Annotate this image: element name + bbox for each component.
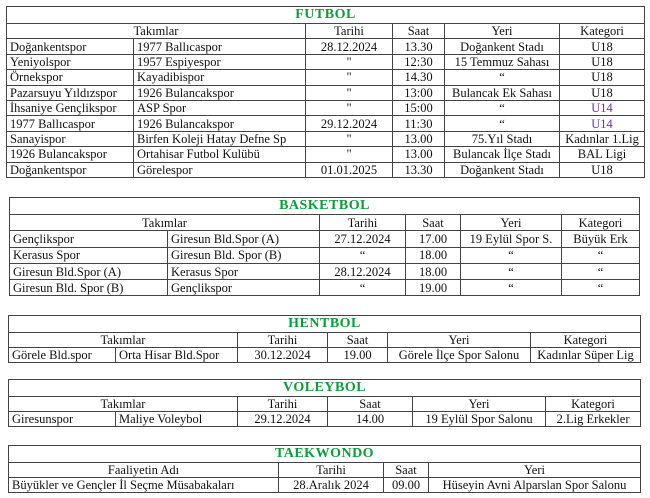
match-place: Bulancak İlçe Stadı <box>445 147 560 162</box>
match-category: Kadınlar Süper Lig <box>531 348 641 363</box>
table-row <box>10 247 640 263</box>
table-row <box>9 412 641 427</box>
futbol-header-teams: Takımlar <box>7 24 306 39</box>
table-row <box>10 280 640 296</box>
match-place: “ <box>445 100 560 115</box>
hentbol-header-category: Kategori <box>531 333 641 348</box>
home-team: Kerasus Spor <box>10 247 168 263</box>
match-category: U18 <box>560 39 645 54</box>
home-team: Sanayispor <box>7 131 134 146</box>
away-team: Gençlikspor <box>168 280 320 296</box>
match-time: 13.30 <box>393 162 445 177</box>
match-time: 17.00 <box>406 231 461 247</box>
home-team: Giresunspor <box>9 412 116 427</box>
basketbol-header-date: Tarihi <box>320 215 406 231</box>
match-date: 28.12.2024 <box>306 39 393 54</box>
match-place: 15 Temmuz Sahası <box>445 54 560 69</box>
match-place: Doğankent Stadı <box>445 162 560 177</box>
match-date: " <box>306 147 393 162</box>
match-category: U14 <box>560 116 645 131</box>
voleybol-header-date: Tarihi <box>238 397 328 412</box>
voleybol-table <box>8 379 641 427</box>
basketbol-header-teams: Takımlar <box>10 215 320 231</box>
basketbol-header-category: Kategori <box>562 215 640 231</box>
match-time: 14.00 <box>328 412 413 427</box>
match-place: Doğankent Stadı <box>445 39 560 54</box>
futbol-header-category: Kategori <box>560 24 645 39</box>
voleybol-header-time: Saat <box>328 397 413 412</box>
home-team: Giresun Bld.Spor (A) <box>10 263 168 279</box>
activity-time: 09.00 <box>384 478 429 493</box>
away-team: Orta Hisar Bld.Spor <box>116 348 238 363</box>
match-place: “ <box>461 247 562 263</box>
match-date: " <box>306 85 393 100</box>
match-time: 14.30 <box>393 70 445 85</box>
home-team: Örnekspor <box>7 70 134 85</box>
match-category: Büyük Erk <box>562 231 640 247</box>
match-category: 2.Lig Erkekler <box>546 412 641 427</box>
hentbol-header-teams: Takımlar <box>9 333 238 348</box>
voleybol-header-row <box>9 397 641 412</box>
match-time: 18.00 <box>406 247 461 263</box>
match-place: 19 Eylül Spor Salonu <box>413 412 546 427</box>
home-team: Gençlikspor <box>10 231 168 247</box>
away-team: 1926 Bulancakspor <box>134 85 306 100</box>
match-place: “ <box>445 116 560 131</box>
basketbol-title: BASKETBOL <box>10 198 640 215</box>
away-team: 1926 Bulancakspor <box>134 116 306 131</box>
match-time: 12:30 <box>393 54 445 69</box>
activity-name: Büyükler ve Gençler İl Seçme Müsabakaları <box>9 478 279 493</box>
match-category: U18 <box>560 162 645 177</box>
match-category: “ <box>562 280 640 296</box>
table-row <box>7 147 645 162</box>
futbol-table <box>6 6 645 178</box>
table-row <box>7 116 645 131</box>
basketbol-header-time: Saat <box>406 215 461 231</box>
table-row <box>7 85 645 100</box>
home-team: 1926 Bulancakspor <box>7 147 134 162</box>
taekwondo-header-date: Tarihi <box>279 463 384 478</box>
match-category: “ <box>562 263 640 279</box>
futbol-title: FUTBOL <box>7 7 645 24</box>
hentbol-header-place: Yeri <box>388 333 531 348</box>
table-row <box>10 263 640 279</box>
match-place: Görele İlçe Spor Salonu <box>388 348 531 363</box>
match-date: 29.12.2024 <box>306 116 393 131</box>
futbol-header-date: Tarihi <box>306 24 393 39</box>
match-date: " <box>306 131 393 146</box>
activity-date: 28.Aralık 2024 <box>279 478 384 493</box>
table-row <box>9 478 641 493</box>
basketbol-header-place: Yeri <box>461 215 562 231</box>
match-date: " <box>306 70 393 85</box>
match-category: BAL Ligi <box>560 147 645 162</box>
home-team: Doğankentspor <box>7 39 134 54</box>
hentbol-table <box>8 315 641 363</box>
taekwondo-table <box>8 445 641 493</box>
match-place: Bulancak Ek Sahası <box>445 85 560 100</box>
match-time: 15:00 <box>393 100 445 115</box>
match-time: 13.30 <box>393 39 445 54</box>
match-date: 30.12.2024 <box>238 348 328 363</box>
voleybol-header-place: Yeri <box>413 397 546 412</box>
match-time: 19.00 <box>406 280 461 296</box>
hentbol-header-date: Tarihi <box>238 333 328 348</box>
away-team: ASP Spor <box>134 100 306 115</box>
home-team: İhsaniye Gençlikspor <box>7 100 134 115</box>
table-row <box>7 70 645 85</box>
match-time: 19.00 <box>328 348 388 363</box>
match-time: 13.00 <box>393 131 445 146</box>
match-date: “ <box>320 247 406 263</box>
table-row <box>7 162 645 177</box>
taekwondo-header-place: Yeri <box>429 463 641 478</box>
match-date: " <box>306 100 393 115</box>
match-date: “ <box>320 280 406 296</box>
home-team: Doğankentspor <box>7 162 134 177</box>
table-row <box>7 39 645 54</box>
hentbol-header-time: Saat <box>328 333 388 348</box>
match-category: U18 <box>560 85 645 100</box>
basketbol-table <box>9 197 640 296</box>
away-team: 1957 Espiyespor <box>134 54 306 69</box>
basketbol-header-row <box>10 215 640 231</box>
match-time: 13:00 <box>393 85 445 100</box>
match-time: 13.00 <box>393 147 445 162</box>
voleybol-header-category: Kategori <box>546 397 641 412</box>
table-row <box>7 54 645 69</box>
activity-place: Hüseyin Avni Alparslan Spor Salonu <box>429 478 641 493</box>
taekwondo-title: TAEKWONDO <box>9 446 641 463</box>
hentbol-header-row <box>9 333 641 348</box>
match-category: U14 <box>560 100 645 115</box>
match-category: U18 <box>560 70 645 85</box>
home-team: 1977 Ballıcaspor <box>7 116 134 131</box>
match-date: " <box>306 54 393 69</box>
taekwondo-header-activity: Faaliyetin Adı <box>9 463 279 478</box>
match-time: 18.00 <box>406 263 461 279</box>
match-date: 27.12.2024 <box>320 231 406 247</box>
table-row <box>9 348 641 363</box>
home-team: Görele Bld.spor <box>9 348 116 363</box>
away-team: Maliye Voleybol <box>116 412 238 427</box>
away-team: Giresun Bld. Spor (B) <box>168 247 320 263</box>
match-place: “ <box>445 70 560 85</box>
match-time: 11:30 <box>393 116 445 131</box>
futbol-header-place: Yeri <box>445 24 560 39</box>
voleybol-header-teams: Takımlar <box>9 397 238 412</box>
taekwondo-header-time: Saat <box>384 463 429 478</box>
futbol-header-time: Saat <box>393 24 445 39</box>
away-team: 1977 Ballıcaspor <box>134 39 306 54</box>
home-team: Yeniyolspor <box>7 54 134 69</box>
hentbol-title: HENTBOL <box>9 316 641 333</box>
away-team: Kerasus Spor <box>168 263 320 279</box>
table-row <box>7 100 645 115</box>
home-team: Pazarsuyu Yıldızspor <box>7 85 134 100</box>
match-date: 28.12.2024 <box>320 263 406 279</box>
away-team: Görelespor <box>134 162 306 177</box>
voleybol-title: VOLEYBOL <box>9 380 641 397</box>
match-place: 19 Eylül Spor S. <box>461 231 562 247</box>
match-place: “ <box>461 263 562 279</box>
away-team: Birfen Koleji Hatay Defne Sp <box>134 131 306 146</box>
match-category: Kadınlar 1.Lig <box>560 131 645 146</box>
futbol-header-row <box>7 24 645 39</box>
home-team: Giresun Bld. Spor (B) <box>10 280 168 296</box>
away-team: Kayadibispor <box>134 70 306 85</box>
match-place: “ <box>461 280 562 296</box>
match-date: 29.12.2024 <box>238 412 328 427</box>
match-date: 01.01.2025 <box>306 162 393 177</box>
table-row <box>7 131 645 146</box>
match-category: U18 <box>560 54 645 69</box>
match-category: “ <box>562 247 640 263</box>
away-team: Ortahisar Futbol Kulübü <box>134 147 306 162</box>
match-place: 75.Yıl Stadı <box>445 131 560 146</box>
away-team: Giresun Bld.Spor (A) <box>168 231 320 247</box>
table-row <box>10 231 640 247</box>
taekwondo-header-row <box>9 463 641 478</box>
